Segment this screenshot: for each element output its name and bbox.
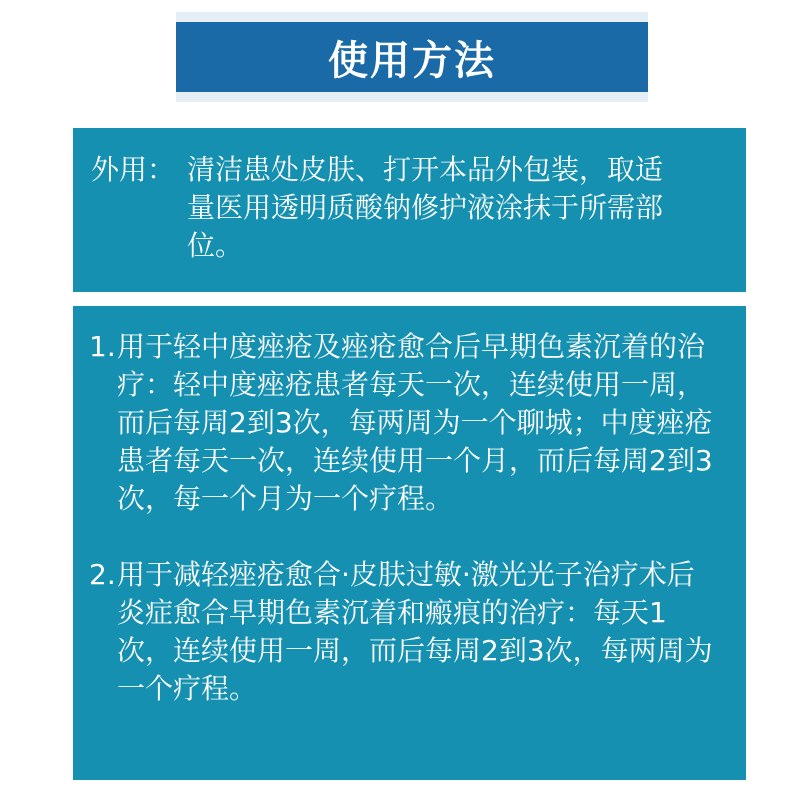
instruction-item-1 bbox=[89, 328, 746, 518]
instruction-text: 用于轻中度痤疮及痤疮愈合后早期色素沉着的治疗：轻中度痤疮患者每天一次，连续使用一周，而后每周2到3次，每两周为一个聊城；中度痤疮患者每天一次，连续使用一个月，而后每周2到3次，每一个月为一个疗程。 bbox=[117, 330, 713, 515]
external-use-box bbox=[73, 128, 746, 292]
title-band bbox=[176, 12, 648, 102]
instruction-number: 2. bbox=[89, 558, 116, 591]
external-use-label: 外用： bbox=[91, 153, 176, 186]
external-use-row bbox=[91, 151, 746, 265]
instruction-text: 用于减轻痤疮愈合·皮肤过敏·激光光子治疗术后炎症愈合早期色素沉着和瘢痕的治疗：每天1次，连续使用一周，而后每周2到3次，每两周为一个疗程。 bbox=[117, 558, 713, 705]
instructions-box bbox=[73, 306, 746, 780]
page-title: 使用方法 bbox=[176, 22, 648, 92]
external-use-text: 清洁患处皮肤、打开本品外包装，取适量医用透明质酸钠修护液涂抹于所需部位。 bbox=[187, 153, 664, 262]
instruction-number: 1. bbox=[89, 330, 116, 363]
instruction-item-2 bbox=[89, 556, 746, 708]
